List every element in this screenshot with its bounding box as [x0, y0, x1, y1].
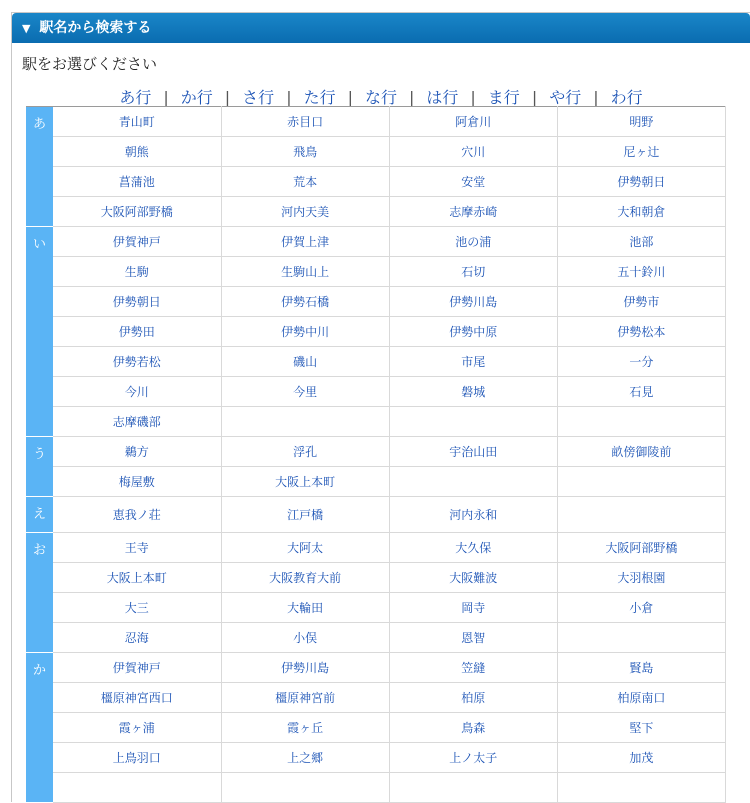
station-link[interactable]: 穴川 — [389, 137, 557, 167]
station-link[interactable]: 大和朝倉 — [557, 197, 725, 227]
empty-cell — [557, 773, 725, 803]
station-link[interactable]: 岡寺 — [389, 593, 557, 623]
station-link[interactable]: 飛鳥 — [221, 137, 389, 167]
station-link[interactable]: 畝傍御陵前 — [557, 437, 725, 467]
station-row — [26, 287, 726, 317]
station-link[interactable]: 今川 — [53, 377, 221, 407]
station-link[interactable]: 菖蒲池 — [53, 167, 221, 197]
kana-nav-link[interactable]: な行 — [364, 88, 397, 107]
station-link[interactable]: 伊勢田 — [53, 317, 221, 347]
nav-separator: | — [470, 88, 476, 107]
station-link[interactable]: 生駒 — [53, 257, 221, 287]
station-link[interactable]: 大阪教育大前 — [221, 563, 389, 593]
kana-group-label: か — [26, 653, 53, 803]
station-link[interactable]: 磯山 — [221, 347, 389, 377]
station-link[interactable]: 恩智 — [389, 623, 557, 653]
station-link[interactable]: 梅屋敷 — [53, 467, 221, 497]
station-link[interactable]: 伊勢若松 — [53, 347, 221, 377]
empty-cell — [557, 467, 725, 497]
station-row — [26, 377, 726, 407]
station-row — [26, 407, 726, 437]
station-link[interactable]: 伊賀神戸 — [53, 227, 221, 257]
station-row — [26, 317, 726, 347]
station-link[interactable]: 上鳥羽口 — [53, 743, 221, 773]
station-link[interactable]: 大三 — [53, 593, 221, 623]
station-row — [26, 137, 726, 167]
station-row — [26, 563, 726, 593]
station-link[interactable]: 伊賀神戸 — [53, 653, 221, 683]
station-link[interactable]: 石切 — [389, 257, 557, 287]
station-link[interactable]: 大阪難波 — [389, 563, 557, 593]
station-link[interactable]: 石見 — [557, 377, 725, 407]
station-row — [26, 533, 726, 563]
empty-cell — [221, 407, 389, 437]
station-link[interactable]: 堅下 — [557, 713, 725, 743]
kana-group-label: え — [26, 497, 53, 533]
station-row — [26, 347, 726, 377]
nav-separator: | — [409, 88, 415, 107]
station-row — [26, 107, 726, 137]
station-link[interactable]: 一分 — [557, 347, 725, 377]
station-link[interactable]: 小倉 — [557, 593, 725, 623]
station-link[interactable]: 志摩磯部 — [53, 407, 221, 437]
station-link[interactable]: 笠縫 — [389, 653, 557, 683]
station-link[interactable]: 王寺 — [53, 533, 221, 563]
station-link[interactable]: 大阿太 — [221, 533, 389, 563]
station-link[interactable]: 霞ヶ丘 — [221, 713, 389, 743]
station-link[interactable]: 伊勢川島 — [389, 287, 557, 317]
station-row — [26, 497, 726, 533]
station-link[interactable]: 加茂 — [557, 743, 725, 773]
station-link[interactable]: 宇治山田 — [389, 437, 557, 467]
empty-cell — [389, 773, 557, 803]
kana-group-label: い — [26, 227, 53, 437]
kana-nav-link[interactable]: あ行 — [119, 88, 152, 107]
station-link[interactable]: 朝熊 — [53, 137, 221, 167]
station-link[interactable]: 伊勢石橋 — [221, 287, 389, 317]
station-link[interactable]: 賢島 — [557, 653, 725, 683]
empty-cell — [389, 467, 557, 497]
station-link[interactable]: 今里 — [221, 377, 389, 407]
station-row — [26, 593, 726, 623]
station-link[interactable]: 柏原 — [389, 683, 557, 713]
station-link[interactable]: 河内永和 — [389, 497, 557, 533]
kana-nav-link[interactable]: さ行 — [242, 88, 275, 107]
station-link[interactable]: 赤目口 — [221, 107, 389, 137]
station-row — [26, 167, 726, 197]
station-row — [26, 743, 726, 773]
station-row — [26, 227, 726, 257]
station-row — [26, 773, 726, 803]
station-link[interactable]: 志摩赤崎 — [389, 197, 557, 227]
station-row — [26, 713, 726, 743]
station-link[interactable]: 尼ヶ辻 — [557, 137, 725, 167]
station-link[interactable]: 鵜方 — [53, 437, 221, 467]
triangle-down-icon: ▼ — [22, 22, 31, 35]
station-link[interactable]: 池部 — [557, 227, 725, 257]
kana-group-label: あ — [26, 107, 53, 227]
station-link[interactable]: 伊勢中川 — [221, 317, 389, 347]
station-link[interactable]: 大久保 — [389, 533, 557, 563]
station-row — [26, 437, 726, 467]
station-link[interactable]: 安堂 — [389, 167, 557, 197]
station-link[interactable]: 青山町 — [53, 107, 221, 137]
nav-separator: | — [531, 88, 538, 107]
station-link[interactable]: 上ノ太子 — [389, 743, 557, 773]
nav-separator: | — [286, 88, 292, 107]
kana-nav-link[interactable]: た行 — [303, 88, 336, 107]
station-link[interactable]: 伊勢朝日 — [557, 167, 725, 197]
panel-title: 駅名から検索する — [39, 20, 152, 36]
station-link[interactable]: 大羽根園 — [557, 563, 725, 593]
kana-nav-link[interactable]: わ行 — [610, 88, 643, 107]
empty-cell — [221, 773, 389, 803]
kana-nav-link[interactable]: は行 — [426, 88, 459, 107]
station-link[interactable]: 市尾 — [389, 347, 557, 377]
station-link[interactable]: 伊勢中原 — [389, 317, 557, 347]
empty-cell — [557, 497, 725, 533]
station-link[interactable]: 大阪上本町 — [53, 563, 221, 593]
station-prompt: 駅をお選びください — [22, 55, 158, 73]
station-link[interactable]: 伊賀上津 — [221, 227, 389, 257]
station-link[interactable]: 浮孔 — [221, 437, 389, 467]
station-link[interactable]: 忍海 — [53, 623, 221, 653]
nav-separator: | — [163, 88, 169, 107]
station-link[interactable]: 大輪田 — [221, 593, 389, 623]
station-link[interactable]: 阿倉川 — [389, 107, 557, 137]
station-row — [26, 197, 726, 227]
station-link[interactable]: 伊勢朝日 — [53, 287, 221, 317]
kana-nav-link[interactable]: や行 — [549, 88, 582, 107]
station-row — [26, 623, 726, 653]
station-row — [26, 653, 726, 683]
station-row — [26, 683, 726, 713]
station-link[interactable]: 柏原南口 — [557, 683, 725, 713]
station-row — [26, 467, 726, 497]
station-link[interactable]: 大阪上本町 — [221, 467, 389, 497]
station-link[interactable]: 河内天美 — [221, 197, 389, 227]
empty-cell — [557, 623, 725, 653]
empty-cell — [53, 773, 221, 803]
kana-group-label: う — [26, 437, 53, 497]
station-link[interactable]: 鳥森 — [389, 713, 557, 743]
station-link[interactable]: 生駒山上 — [221, 257, 389, 287]
station-link[interactable]: 小俣 — [221, 623, 389, 653]
station-link[interactable]: 橿原神宮前 — [221, 683, 389, 713]
station-row — [26, 257, 726, 287]
station-link[interactable]: 橿原神宮西口 — [53, 683, 221, 713]
station-link[interactable]: 伊勢川島 — [221, 653, 389, 683]
kana-nav-link[interactable]: ま行 — [487, 88, 520, 107]
panel-header[interactable] — [12, 13, 750, 43]
empty-cell — [557, 407, 725, 437]
station-link[interactable]: 霞ヶ浦 — [53, 713, 221, 743]
station-link[interactable]: 伊勢市 — [557, 287, 725, 317]
station-table — [26, 106, 726, 803]
nav-separator: | — [224, 88, 231, 107]
station-link[interactable]: 明野 — [557, 107, 725, 137]
kana-nav-link[interactable]: か行 — [180, 88, 213, 107]
kana-row-nav — [12, 85, 750, 108]
station-link[interactable]: 江戸橋 — [221, 497, 389, 533]
kana-group-label: お — [26, 533, 53, 653]
station-link[interactable]: 五十鈴川 — [557, 257, 725, 287]
station-link[interactable]: 荒本 — [221, 167, 389, 197]
nav-separator: | — [593, 88, 599, 107]
station-link[interactable]: 大阪阿部野橋 — [557, 533, 725, 563]
station-link[interactable]: 池の浦 — [389, 227, 557, 257]
station-link[interactable]: 恵我ノ荘 — [53, 497, 221, 533]
station-link[interactable]: 大阪阿部野橋 — [53, 197, 221, 227]
station-link[interactable]: 伊勢松本 — [557, 317, 725, 347]
station-link[interactable]: 上之郷 — [221, 743, 389, 773]
station-link[interactable]: 磐城 — [389, 377, 557, 407]
nav-separator: | — [347, 88, 353, 107]
empty-cell — [389, 407, 557, 437]
